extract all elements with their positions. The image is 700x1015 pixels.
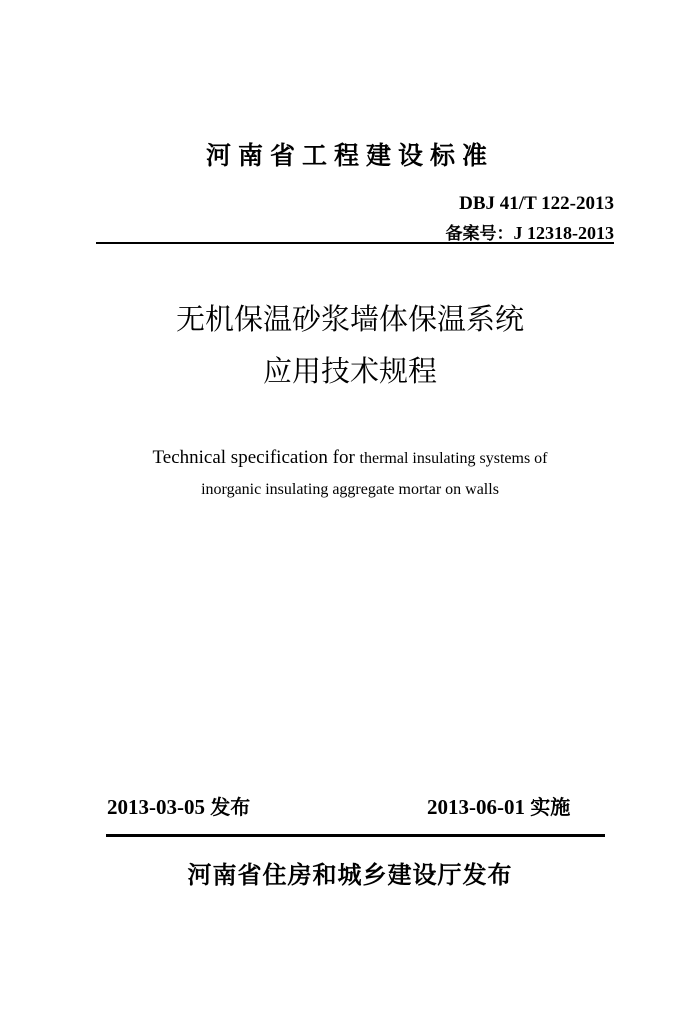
standard-code: DBJ 41/T 122-2013 <box>459 193 614 214</box>
english-title-line-1 <box>0 447 700 469</box>
chinese-title-line-2: 应用技术规程 <box>262 354 437 388</box>
record-number-label: 备案号： <box>445 224 514 244</box>
record-number-value: J 12318-2013 <box>513 223 614 243</box>
effective-date-value: 2013-06-01 <box>427 795 525 819</box>
effective-date-label: 实施 <box>530 795 571 819</box>
publish-date-value: 2013-03-05 <box>107 795 205 819</box>
english-title-line-1-small: thermal insulating systems of <box>359 450 548 467</box>
top-divider <box>96 242 614 244</box>
publish-date <box>107 791 250 820</box>
chinese-title-line-1: 无机保温砂浆墙体保温系统 <box>175 302 524 336</box>
standard-category-title: 河南省工程建设标准 <box>205 141 494 170</box>
english-title-line-1-large: Technical specification for <box>152 447 360 468</box>
bottom-divider <box>106 834 605 837</box>
effective-date <box>427 791 570 820</box>
issuing-authority: 河南省住房和城乡建设厅发布 <box>187 861 513 889</box>
publish-date-label: 发布 <box>210 795 251 819</box>
english-title-line-2: inorganic insulating aggregate mortar on walls <box>201 481 499 498</box>
record-number-line <box>446 219 615 244</box>
